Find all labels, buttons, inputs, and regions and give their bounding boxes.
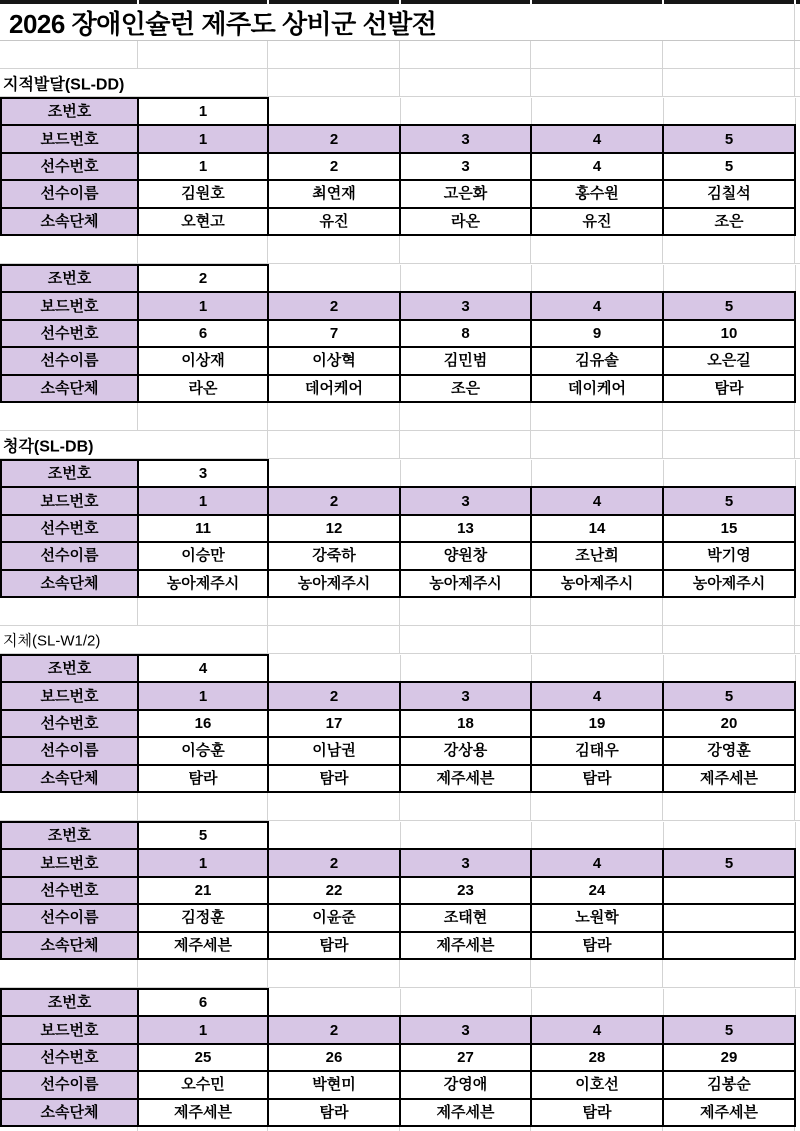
table-row: [1, 570, 795, 597]
gridline: [662, 960, 663, 987]
board-no-cell[interactable]: 5: [663, 487, 795, 514]
player-name-cell[interactable]: 김민범: [400, 347, 531, 374]
gridline: [662, 793, 663, 820]
gridline: [530, 793, 531, 820]
empty-cell: [400, 460, 531, 487]
empty-row: [0, 793, 800, 821]
player-no-cell[interactable]: 22: [268, 877, 400, 904]
player-no-cell[interactable]: 19: [531, 710, 663, 737]
team-cell[interactable]: 탐라: [268, 1099, 400, 1126]
table-row: [1, 989, 795, 1016]
gridline: [137, 41, 138, 68]
group-no-cell[interactable]: 6: [138, 989, 268, 1016]
board-no-cell[interactable]: 2: [268, 125, 400, 152]
board-no-cell[interactable]: 3: [400, 849, 531, 876]
gridline: [267, 41, 268, 68]
group-table: [0, 654, 800, 793]
player-name-cell[interactable]: 이승훈: [138, 737, 268, 764]
empty-cell: [663, 822, 795, 849]
gridline: [267, 69, 268, 96]
player-no-cell[interactable]: 7: [268, 320, 400, 347]
row-label-group-no: 조번호: [1, 265, 138, 292]
group-table: [0, 264, 800, 403]
player-no-cell[interactable]: 16: [138, 710, 268, 737]
player-no-cell[interactable]: [663, 877, 795, 904]
player-no-cell[interactable]: 25: [138, 1044, 268, 1071]
gridline: [137, 598, 138, 625]
team-cell[interactable]: 유진: [531, 208, 663, 235]
player-name-cell[interactable]: 강영훈: [663, 737, 795, 764]
empty-row: [0, 960, 800, 988]
board-no-cell[interactable]: 1: [138, 849, 268, 876]
board-no-cell[interactable]: 4: [531, 125, 663, 152]
table-row: [1, 460, 795, 487]
team-cell[interactable]: 탐라: [531, 1099, 663, 1126]
empty-cell: [400, 265, 531, 292]
group-no-cell[interactable]: 1: [138, 98, 268, 125]
row-label-group-no: 조번호: [1, 460, 138, 487]
player-no-cell[interactable]: 11: [138, 515, 268, 542]
row-label-team: 소속단체: [1, 765, 138, 792]
row-label-team: 소속단체: [1, 1099, 138, 1126]
gridline: [137, 960, 138, 987]
player-name-cell[interactable]: 김봉순: [663, 1071, 795, 1098]
player-no-cell[interactable]: 2: [268, 153, 400, 180]
team-cell[interactable]: 제주세븐: [400, 765, 531, 792]
empty-cell: [268, 822, 400, 849]
team-cell[interactable]: 농아제주시: [531, 570, 663, 597]
gridline: [662, 626, 663, 653]
row-label-board-no: 보드번호: [1, 125, 138, 152]
table-row: [1, 487, 795, 514]
gridline: [794, 403, 795, 430]
team-cell[interactable]: 제주세븐: [400, 1099, 531, 1126]
gridline: [137, 236, 138, 263]
gridline: [662, 236, 663, 263]
player-no-cell[interactable]: 21: [138, 877, 268, 904]
gridline: [137, 403, 138, 430]
gridline: [662, 431, 663, 458]
team-cell[interactable]: 농아제주시: [268, 570, 400, 597]
row-label-team: 소속단체: [1, 208, 138, 235]
row-label-player-no: 선수번호: [1, 1044, 138, 1071]
table-row: [1, 292, 795, 319]
row-label-board-no: 보드번호: [1, 849, 138, 876]
team-cell[interactable]: 제주세븐: [663, 1099, 795, 1126]
team-cell[interactable]: 데어케어: [268, 375, 400, 402]
section-label: 지체(SL-W1/2): [3, 632, 101, 649]
gridline: [399, 236, 400, 263]
table-row: [1, 208, 795, 235]
board-no-cell[interactable]: 2: [268, 682, 400, 709]
player-no-cell[interactable]: 18: [400, 710, 531, 737]
board-no-cell[interactable]: 5: [663, 125, 795, 152]
row-label-player-name: 선수이름: [1, 904, 138, 931]
gridline: [267, 403, 268, 430]
gridline: [530, 236, 531, 263]
section-label-row: [0, 431, 800, 459]
player-name-cell[interactable]: 조태현: [400, 904, 531, 931]
row-label-player-name: 선수이름: [1, 737, 138, 764]
gridline: [794, 236, 795, 263]
team-cell[interactable]: 오현고: [138, 208, 268, 235]
gridline: [530, 403, 531, 430]
group-no-cell[interactable]: 3: [138, 460, 268, 487]
empty-cell: [268, 98, 400, 125]
table-row: [1, 515, 795, 542]
team-cell[interactable]: 탐라: [531, 765, 663, 792]
empty-cell: [663, 265, 795, 292]
team-cell[interactable]: 농아제주시: [138, 570, 268, 597]
gridline: [399, 626, 400, 653]
player-no-cell[interactable]: 14: [531, 515, 663, 542]
gridline: [530, 431, 531, 458]
section-label: 지적발달(SL-DD): [3, 76, 125, 93]
team-cell[interactable]: 제주세븐: [138, 1099, 268, 1126]
gridline: [794, 69, 795, 96]
player-no-cell[interactable]: 24: [531, 877, 663, 904]
row-label-board-no: 보드번호: [1, 682, 138, 709]
table-row: [1, 682, 795, 709]
gridline: [399, 793, 400, 820]
team-cell[interactable]: 제주세븐: [663, 765, 795, 792]
player-name-cell[interactable]: 강죽하: [268, 542, 400, 569]
player-no-cell[interactable]: 13: [400, 515, 531, 542]
group-no-cell[interactable]: 5: [138, 822, 268, 849]
empty-cell: [663, 460, 795, 487]
section-label: 청각(SL-DB): [3, 438, 94, 455]
board-no-cell[interactable]: 3: [400, 292, 531, 319]
row-label-player-no: 선수번호: [1, 153, 138, 180]
row-label-player-name: 선수이름: [1, 1071, 138, 1098]
title-row: [0, 4, 800, 41]
team-cell[interactable]: 제주세븐: [138, 932, 268, 959]
table-row: [1, 710, 795, 737]
table-row: [1, 737, 795, 764]
gridline: [662, 41, 663, 68]
table-row: [1, 765, 795, 792]
gridline: [662, 598, 663, 625]
empty-cell: [400, 989, 531, 1016]
player-name-cell[interactable]: 이윤준: [268, 904, 400, 931]
gridline: [267, 1127, 268, 1131]
gridline: [530, 41, 531, 68]
board-no-cell[interactable]: 4: [531, 682, 663, 709]
player-no-cell[interactable]: 3: [400, 153, 531, 180]
gridline: [399, 69, 400, 96]
player-no-cell[interactable]: 23: [400, 877, 531, 904]
empty-cell: [531, 822, 663, 849]
gridline: [794, 431, 795, 458]
section-label-row: [0, 69, 800, 97]
row-label-team: 소속단체: [1, 375, 138, 402]
player-no-cell[interactable]: 5: [663, 153, 795, 180]
table-row: [1, 822, 795, 849]
page-title: 2026 장애인슐런 제주도 상비군 선발전: [9, 8, 437, 39]
player-no-cell[interactable]: 27: [400, 1044, 531, 1071]
gridline: [794, 626, 795, 653]
gridline: [399, 960, 400, 987]
board-no-cell[interactable]: 5: [663, 292, 795, 319]
group-table: [0, 988, 800, 1127]
board-no-cell[interactable]: 3: [400, 487, 531, 514]
empty-cell: [531, 460, 663, 487]
row-label-player-name: 선수이름: [1, 347, 138, 374]
table-row: [1, 180, 795, 207]
team-cell[interactable]: 탐라: [663, 375, 795, 402]
player-no-cell[interactable]: 6: [138, 320, 268, 347]
row-label-player-no: 선수번호: [1, 877, 138, 904]
team-cell[interactable]: 라온: [400, 208, 531, 235]
gridline: [794, 1127, 795, 1131]
player-name-cell[interactable]: 박현미: [268, 1071, 400, 1098]
empty-cell: [531, 265, 663, 292]
board-no-cell[interactable]: 1: [138, 292, 268, 319]
gridline: [399, 41, 400, 68]
row-label-group-no: 조번호: [1, 98, 138, 125]
player-no-cell[interactable]: 29: [663, 1044, 795, 1071]
group-no-cell[interactable]: 2: [138, 265, 268, 292]
player-name-cell[interactable]: 김유솔: [531, 347, 663, 374]
player-name-cell[interactable]: 강상용: [400, 737, 531, 764]
table-row: [1, 347, 795, 374]
player-name-cell[interactable]: 이상재: [138, 347, 268, 374]
row-label-player-name: 선수이름: [1, 180, 138, 207]
gridline: [530, 960, 531, 987]
team-cell[interactable]: 조은: [400, 375, 531, 402]
player-name-cell[interactable]: 노원학: [531, 904, 663, 931]
empty-cell: [663, 98, 795, 125]
sheet-body: [0, 41, 800, 1131]
board-no-cell[interactable]: 1: [138, 487, 268, 514]
row-label-player-name: 선수이름: [1, 542, 138, 569]
player-name-cell[interactable]: 이승만: [138, 542, 268, 569]
section-label-row: [0, 626, 800, 654]
table-row: [1, 320, 795, 347]
player-name-cell[interactable]: 박기영: [663, 542, 795, 569]
empty-row: [0, 403, 800, 431]
empty-cell: [531, 98, 663, 125]
player-no-cell[interactable]: 26: [268, 1044, 400, 1071]
gridline: [399, 403, 400, 430]
empty-cell: [531, 655, 663, 682]
board-no-cell[interactable]: 1: [138, 682, 268, 709]
team-cell[interactable]: 탐라: [268, 765, 400, 792]
gridline: [267, 431, 268, 458]
row-label-board-no: 보드번호: [1, 1016, 138, 1043]
gridline: [267, 960, 268, 987]
player-name-cell[interactable]: 이남권: [268, 737, 400, 764]
player-name-cell[interactable]: 최연재: [268, 180, 400, 207]
player-name-cell[interactable]: 홍수원: [531, 180, 663, 207]
player-name-cell[interactable]: 양원창: [400, 542, 531, 569]
empty-row: [0, 598, 800, 626]
player-no-cell[interactable]: 12: [268, 515, 400, 542]
table-row: [1, 1099, 795, 1126]
team-cell[interactable]: 조은: [663, 208, 795, 235]
gridline: [267, 236, 268, 263]
board-no-cell[interactable]: 2: [268, 487, 400, 514]
player-name-cell[interactable]: 고은화: [400, 180, 531, 207]
player-no-cell[interactable]: 8: [400, 320, 531, 347]
row-label-team: 소속단체: [1, 570, 138, 597]
gridline: [267, 793, 268, 820]
gridline: [794, 598, 795, 625]
player-name-cell[interactable]: [663, 904, 795, 931]
player-no-cell[interactable]: 1: [138, 153, 268, 180]
gridline: [794, 41, 795, 68]
board-no-cell[interactable]: 4: [531, 1016, 663, 1043]
table-row: [1, 849, 795, 876]
table-row: [1, 125, 795, 152]
empty-cell: [268, 460, 400, 487]
table-row: [1, 1016, 795, 1043]
player-name-cell[interactable]: 김칠석: [663, 180, 795, 207]
player-name-cell[interactable]: 이호선: [531, 1071, 663, 1098]
team-cell[interactable]: 유진: [268, 208, 400, 235]
player-no-cell[interactable]: 9: [531, 320, 663, 347]
table-row: [1, 265, 795, 292]
board-no-cell[interactable]: 4: [531, 292, 663, 319]
table-row: [1, 98, 795, 125]
player-name-cell[interactable]: 조난희: [531, 542, 663, 569]
board-no-cell[interactable]: 5: [663, 682, 795, 709]
board-no-cell[interactable]: 3: [400, 1016, 531, 1043]
group-table: [0, 459, 800, 598]
player-name-cell[interactable]: 오은길: [663, 347, 795, 374]
row-label-player-no: 선수번호: [1, 320, 138, 347]
gridline: [530, 598, 531, 625]
team-cell[interactable]: 데이케어: [531, 375, 663, 402]
group-table: [0, 97, 800, 236]
empty-cell: [268, 989, 400, 1016]
board-no-cell[interactable]: 3: [400, 682, 531, 709]
board-no-cell[interactable]: 2: [268, 1016, 400, 1043]
board-no-cell[interactable]: 4: [531, 849, 663, 876]
player-no-cell[interactable]: 17: [268, 710, 400, 737]
team-cell[interactable]: 탐라: [138, 765, 268, 792]
empty-row: [0, 1127, 800, 1131]
row-label-group-no: 조번호: [1, 989, 138, 1016]
player-name-cell[interactable]: 김원호: [138, 180, 268, 207]
table-row: [1, 542, 795, 569]
row-label-board-no: 보드번호: [1, 292, 138, 319]
team-cell[interactable]: 농아제주시: [663, 570, 795, 597]
board-no-cell[interactable]: 4: [531, 487, 663, 514]
empty-cell: [268, 265, 400, 292]
gridline: [137, 1127, 138, 1131]
board-no-cell[interactable]: 2: [268, 849, 400, 876]
player-no-cell[interactable]: 15: [663, 515, 795, 542]
table-row: [1, 904, 795, 931]
table-row: [1, 1071, 795, 1098]
player-no-cell[interactable]: 28: [531, 1044, 663, 1071]
gridline: [399, 598, 400, 625]
team-cell[interactable]: 농아제주시: [400, 570, 531, 597]
gridline: [794, 960, 795, 987]
board-no-cell[interactable]: 5: [663, 849, 795, 876]
empty-row: [0, 236, 800, 264]
player-no-cell[interactable]: 10: [663, 320, 795, 347]
gridline: [267, 598, 268, 625]
table-row: [1, 932, 795, 959]
player-name-cell[interactable]: 강영애: [400, 1071, 531, 1098]
empty-cell: [400, 98, 531, 125]
gridline: [530, 69, 531, 96]
table-row: [1, 153, 795, 180]
board-no-cell[interactable]: 1: [138, 1016, 268, 1043]
gridline: [662, 69, 663, 96]
gridline: [662, 1127, 663, 1131]
player-name-cell[interactable]: 이상혁: [268, 347, 400, 374]
player-no-cell[interactable]: 4: [531, 153, 663, 180]
group-table: [0, 821, 800, 960]
row-label-group-no: 조번호: [1, 655, 138, 682]
table-row: [1, 877, 795, 904]
row-label-player-no: 선수번호: [1, 515, 138, 542]
player-name-cell[interactable]: 오수민: [138, 1071, 268, 1098]
gridline: [794, 4, 795, 40]
gridline: [530, 626, 531, 653]
gridline: [794, 793, 795, 820]
team-cell[interactable]: [663, 932, 795, 959]
empty-cell: [531, 989, 663, 1016]
row-label-board-no: 보드번호: [1, 487, 138, 514]
row-label-player-no: 선수번호: [1, 710, 138, 737]
board-no-cell[interactable]: 3: [400, 125, 531, 152]
gridline: [399, 431, 400, 458]
empty-cell: [400, 822, 531, 849]
group-no-cell[interactable]: 4: [138, 655, 268, 682]
board-no-cell[interactable]: 2: [268, 292, 400, 319]
team-cell[interactable]: 탐라: [531, 932, 663, 959]
table-row: [1, 655, 795, 682]
board-no-cell[interactable]: 5: [663, 1016, 795, 1043]
row-label-group-no: 조번호: [1, 822, 138, 849]
empty-cell: [400, 655, 531, 682]
gridline: [137, 793, 138, 820]
gridline: [530, 1127, 531, 1131]
empty-cell: [663, 655, 795, 682]
player-name-cell[interactable]: 김태우: [531, 737, 663, 764]
gridline: [267, 626, 268, 653]
team-cell[interactable]: 라온: [138, 375, 268, 402]
empty-cell: [663, 989, 795, 1016]
table-row: [1, 1044, 795, 1071]
team-cell[interactable]: 탐라: [268, 932, 400, 959]
team-cell[interactable]: 제주세븐: [400, 932, 531, 959]
player-name-cell[interactable]: 김정훈: [138, 904, 268, 931]
empty-row: [0, 41, 800, 69]
board-no-cell[interactable]: 1: [138, 125, 268, 152]
empty-cell: [268, 655, 400, 682]
gridline: [399, 1127, 400, 1131]
player-no-cell[interactable]: 20: [663, 710, 795, 737]
row-label-team: 소속단체: [1, 932, 138, 959]
table-row: [1, 375, 795, 402]
gridline: [662, 403, 663, 430]
